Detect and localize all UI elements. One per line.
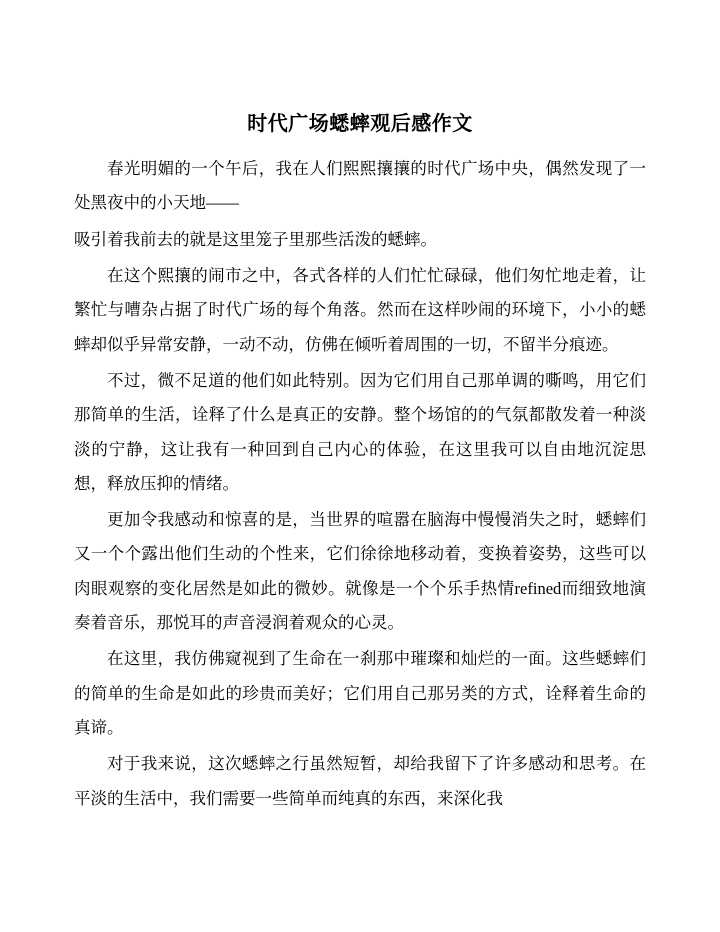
paragraph-3: 在这个熙攘的闹市之中，各式各样的人们忙忙碌碌，他们匆忙地走着，让繁忙与嘈杂占据了时代广场的每个角落。然而在这样吵闹的环境下，小小的蟋蟀却似乎异常安静，一动不动，仿佛在倾听着周围的一切，不留半分痕迹。 bbox=[74, 265, 646, 354]
paragraph-1: 春光明媚的一个午后，我在人们熙熙攘攘的时代广场中央，偶然发现了一处黑夜中的小天地—— bbox=[74, 159, 646, 213]
paragraph-4: 不过，微不足道的他们如此特别。因为它们用自己那单调的嘶鸣，用它们那简单的生活，诠释了什么是真正的安静。整个场馆的的气氛都散发着一种淡淡的宁静，这让我有一种回到自己内心的体验，在这里我可以自由地沉淀思想，释放压抑的情绪。 bbox=[74, 370, 646, 493]
paragraph-2: 吸引着我前去的就是这里笼子里那些活泼的蟋蟀。 bbox=[74, 229, 437, 249]
paragraph-7: 对于我来说，这次蟋蟀之行虽然短暂，却给我留下了许多感动和思考。在平淡的生活中，我们需要一些简单而纯真的东西，来深化我 bbox=[74, 754, 646, 808]
page-title: 时代广场蟋蟀观后感作文 bbox=[247, 113, 473, 135]
paragraph-5: 更加令我感动和惊喜的是，当世界的喧嚣在脑海中慢慢消失之时，蟋蟀们又一个个露出他们生动的个性来，它们徐徐地移动着，变换着姿势，这些可以肉眼观察的变化居然是如此的微妙。就像是一个个乐手热情refined而细致地演奏着音乐，那悦耳的声音浸润着观众的心灵。 bbox=[74, 510, 646, 633]
paragraph-6: 在这里，我仿佛窥视到了生命在一刹那中璀璨和灿烂的一面。这些蟋蟀们的简单的生命是如此的珍贵而美好；它们用自己那另类的方式，诠释着生命的真谛。 bbox=[74, 649, 646, 737]
